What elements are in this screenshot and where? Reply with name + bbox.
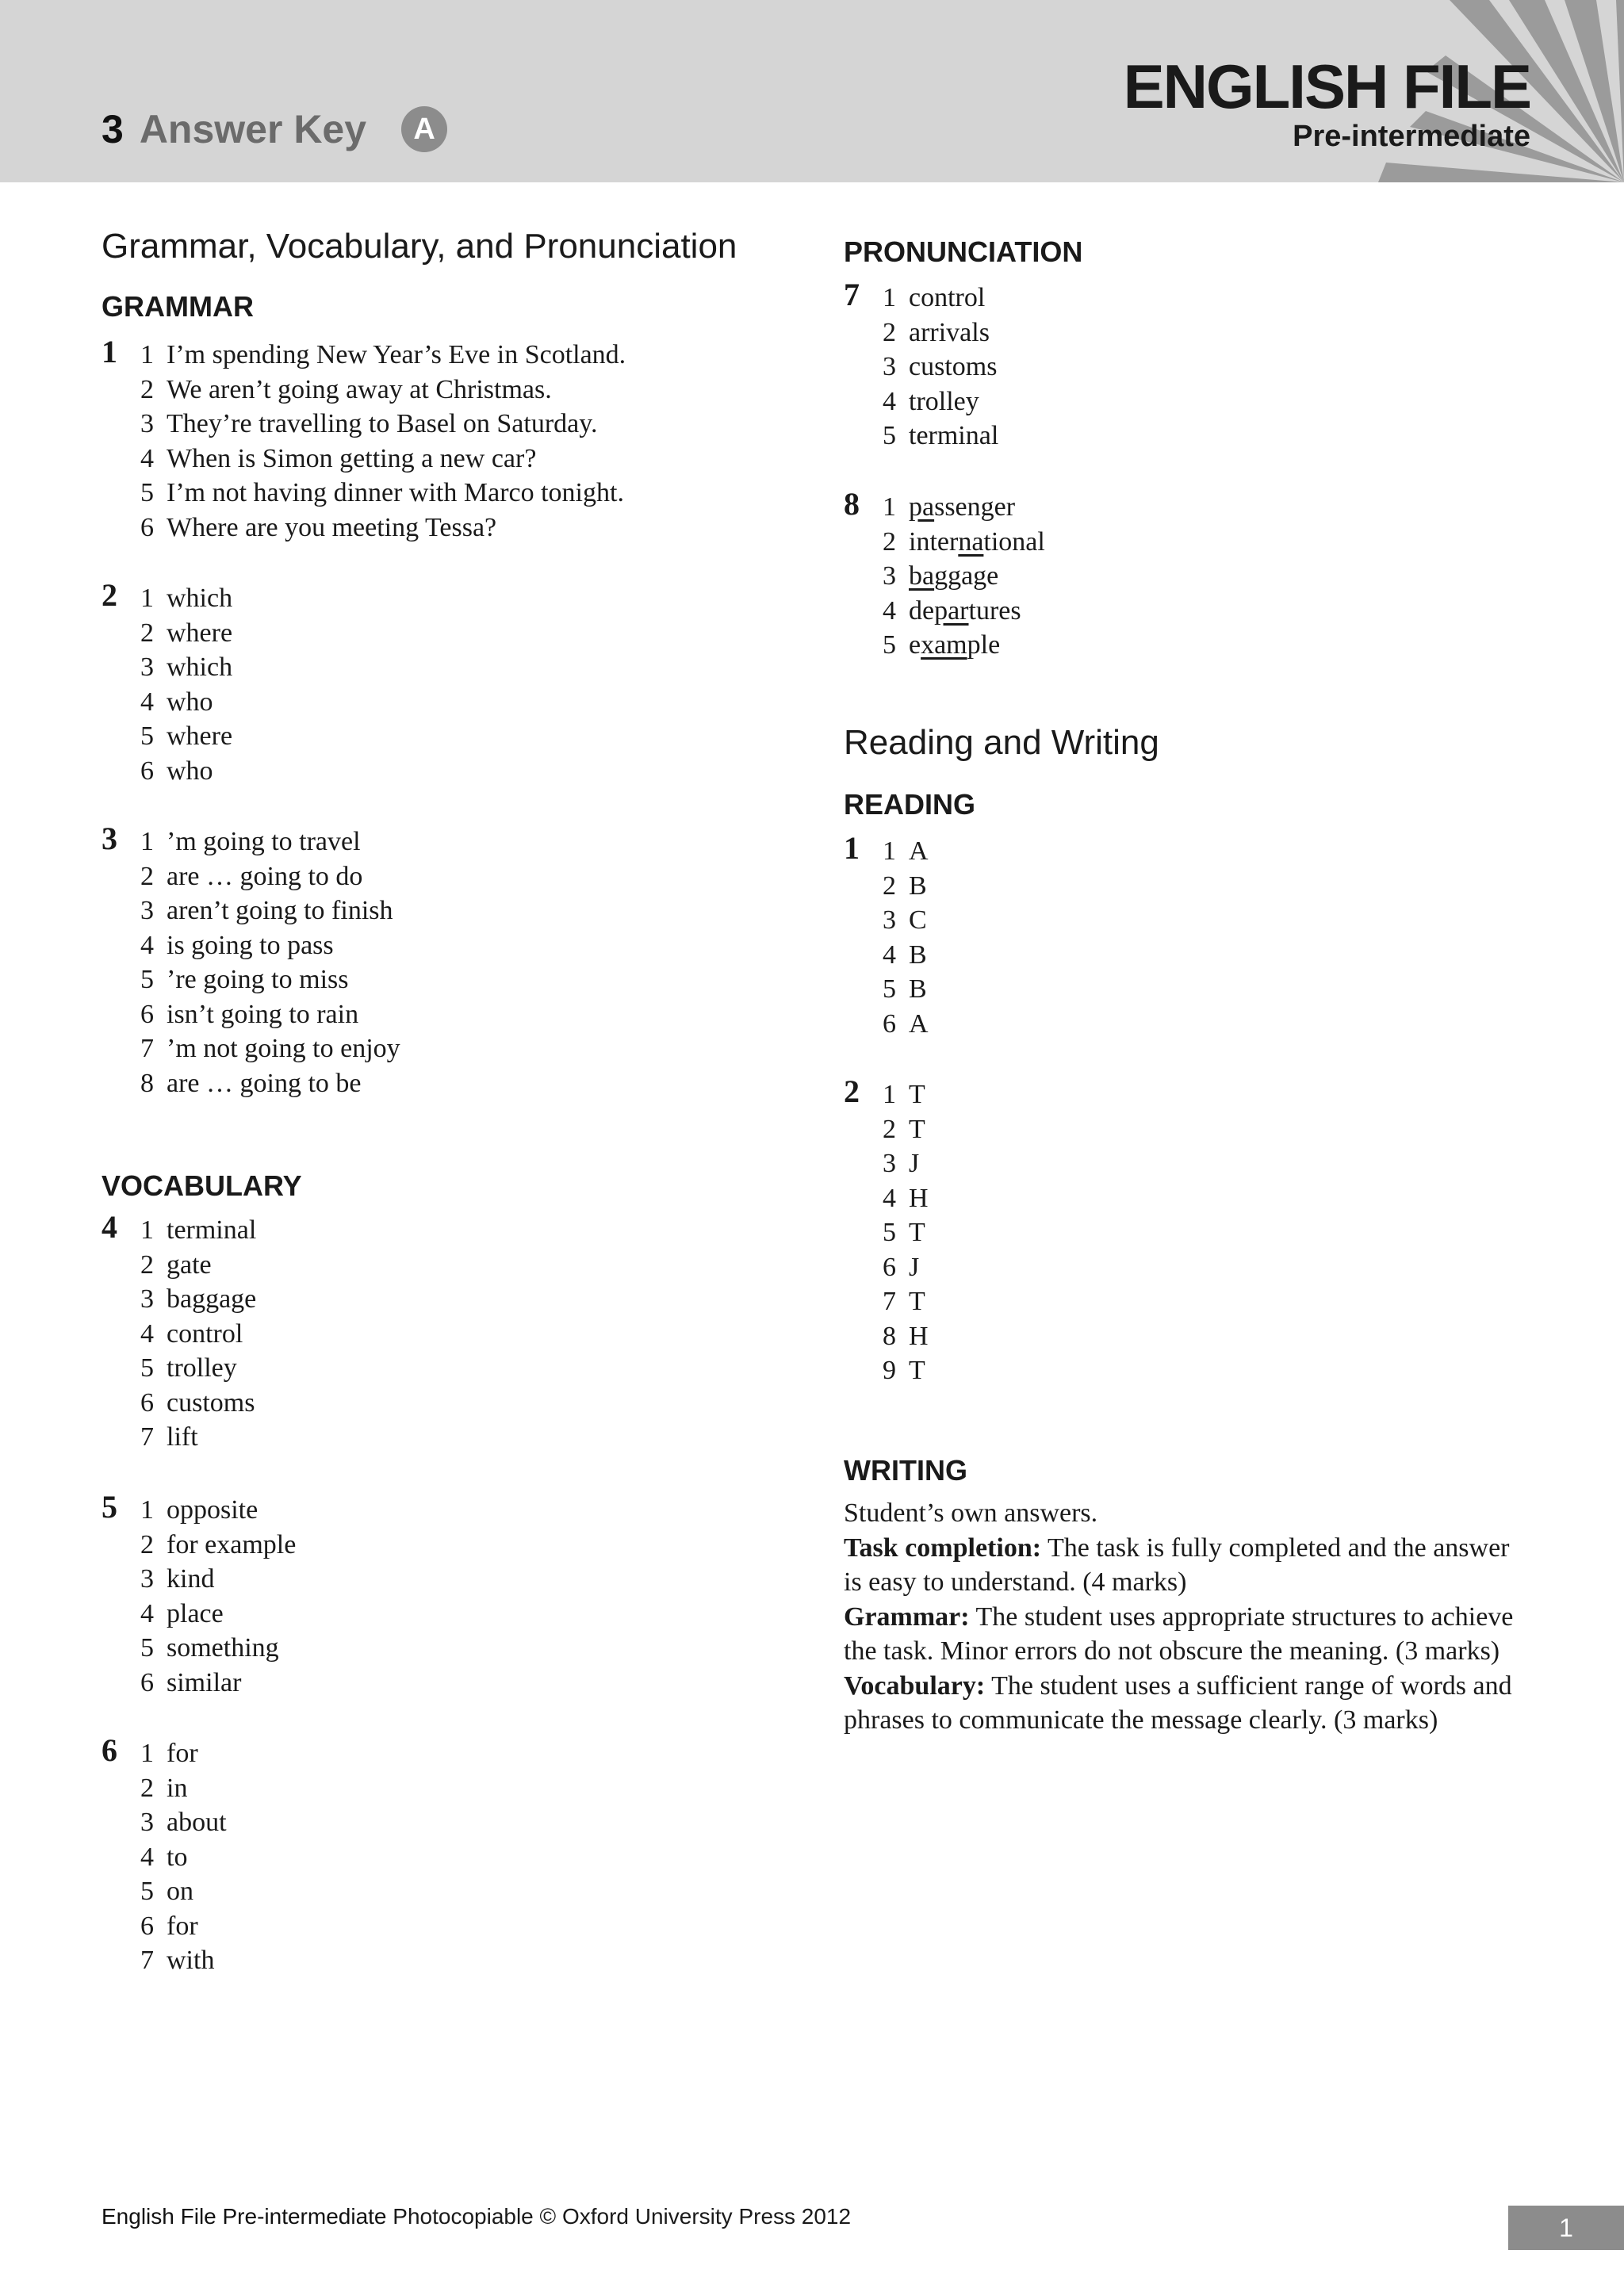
answer-text: terminal bbox=[909, 421, 999, 450]
answer-text: ’re going to miss bbox=[167, 965, 349, 994]
answer-number: 4 bbox=[883, 939, 896, 970]
word-part: de bbox=[909, 595, 935, 626]
answer-text: C bbox=[909, 905, 927, 935]
brand-level: Pre-intermediate bbox=[1293, 120, 1530, 153]
exercise-number: 3 bbox=[102, 821, 117, 856]
answer-text: which bbox=[167, 584, 233, 613]
answer-number: 2 bbox=[883, 317, 896, 347]
answer-number: 4 bbox=[883, 1183, 896, 1213]
exercise-number: 7 bbox=[844, 277, 860, 312]
answer-item bbox=[133, 1909, 227, 1944]
answer-number: 3 bbox=[140, 1284, 154, 1314]
answer-number: 4 bbox=[883, 386, 896, 416]
answer-number: 5 bbox=[883, 1218, 896, 1247]
answer-item bbox=[133, 894, 400, 928]
answer-text: opposite bbox=[167, 1495, 259, 1525]
exercise-number: 2 bbox=[844, 1073, 860, 1109]
exercise-number: 1 bbox=[102, 334, 117, 369]
answer-text: for bbox=[167, 1739, 198, 1768]
answer-text: for example bbox=[167, 1529, 297, 1559]
answer-number: 5 bbox=[140, 1633, 154, 1663]
brand-name: ENGLISH FILE bbox=[1123, 52, 1530, 121]
answer-item bbox=[133, 1631, 296, 1666]
answer-item bbox=[875, 903, 929, 938]
answer-item bbox=[133, 1213, 256, 1248]
answer-item bbox=[875, 834, 929, 869]
answer-number: 1 bbox=[140, 340, 154, 369]
answer-text: are … going to be bbox=[167, 1068, 362, 1098]
answer-number: 2 bbox=[140, 1249, 154, 1280]
answer-text: T bbox=[909, 1218, 925, 1247]
exercise-number: 4 bbox=[102, 1209, 117, 1245]
answer-item bbox=[133, 373, 626, 408]
answer-number: 3 bbox=[140, 1808, 154, 1837]
answer-item bbox=[133, 511, 626, 545]
answer-text: I’m not having dinner with Marco tonight. bbox=[167, 478, 624, 507]
answer-number: 7 bbox=[140, 1422, 154, 1452]
answer-item bbox=[133, 754, 232, 789]
pronunciation-heading: PRONUNCIATION bbox=[844, 235, 1083, 268]
answer-text: H bbox=[909, 1183, 929, 1213]
section-title-gvp: Grammar, Vocabulary, and Pronunciation bbox=[102, 227, 737, 266]
criterion-vocabulary bbox=[844, 1669, 1526, 1738]
answer-text: is going to pass bbox=[167, 930, 334, 960]
answer-item bbox=[875, 594, 1045, 629]
answer-text: in bbox=[167, 1773, 188, 1803]
word-part: tures bbox=[968, 595, 1021, 626]
answer-item bbox=[133, 407, 626, 442]
answer-item bbox=[133, 962, 400, 997]
answer-number: 6 bbox=[140, 999, 154, 1029]
answer-item bbox=[133, 1771, 227, 1806]
answer-text: where bbox=[167, 618, 233, 648]
answer-number: 1 bbox=[883, 283, 896, 312]
answer-text: trolley bbox=[909, 386, 979, 416]
answer-item bbox=[133, 1493, 296, 1528]
answer-number: 4 bbox=[140, 1842, 154, 1872]
answer-number: 3 bbox=[140, 409, 154, 438]
answer-item bbox=[875, 1181, 929, 1216]
answer-item bbox=[133, 1386, 256, 1421]
answer-number: 1 bbox=[140, 827, 154, 856]
answer-text: B bbox=[909, 939, 927, 970]
word-part: ggage bbox=[934, 561, 999, 591]
answer-number: 1 bbox=[140, 1495, 154, 1525]
answer-number: 2 bbox=[140, 861, 154, 891]
answer-item bbox=[875, 1250, 929, 1285]
answer-item bbox=[875, 628, 1045, 663]
answer-number: 2 bbox=[883, 871, 896, 901]
answer-number: 3 bbox=[883, 352, 896, 381]
stressed-syllable: pa bbox=[909, 492, 935, 522]
answer-item bbox=[875, 316, 998, 350]
answer-item bbox=[133, 1248, 256, 1283]
answer-item bbox=[133, 1874, 227, 1909]
answer-number: 1 bbox=[883, 492, 896, 522]
answer-number: 5 bbox=[140, 478, 154, 507]
answer-text: T bbox=[909, 1356, 925, 1385]
answer-item bbox=[133, 1840, 227, 1875]
exercise-number: 8 bbox=[844, 486, 860, 522]
answer-item bbox=[133, 1562, 296, 1597]
answer-text: trolley bbox=[167, 1353, 237, 1383]
answer-number: 4 bbox=[140, 1318, 154, 1349]
vocabulary-heading: VOCABULARY bbox=[102, 1169, 302, 1202]
answer-text: ’m going to travel bbox=[167, 827, 361, 856]
footer-copyright bbox=[102, 2204, 851, 2229]
exercise-number: 2 bbox=[102, 577, 117, 613]
answer-number: 5 bbox=[883, 974, 896, 1004]
answer-number: 5 bbox=[140, 965, 154, 994]
unit-number: 3 bbox=[102, 107, 124, 151]
criterion-label: Vocabulary: bbox=[844, 1670, 986, 1701]
answer-text: which bbox=[167, 652, 233, 682]
grammar-heading: GRAMMAR bbox=[102, 290, 254, 323]
answer-number: 6 bbox=[883, 1008, 896, 1039]
stressed-syllable: xam bbox=[921, 630, 967, 660]
answer-item bbox=[133, 825, 400, 859]
criterion-text: The student uses a sufficient range of words and phrases to communicate the message clearly. (3 marks) bbox=[844, 1670, 1512, 1735]
answer-item bbox=[133, 616, 232, 651]
word-part: ssenger bbox=[934, 492, 1016, 522]
answer-item bbox=[133, 997, 400, 1032]
answer-text: They’re travelling to Basel on Saturday. bbox=[167, 409, 598, 438]
answer-number: 2 bbox=[140, 1529, 154, 1559]
exercise-number: 1 bbox=[844, 830, 860, 866]
answer-text: ’m not going to enjoy bbox=[167, 1034, 400, 1063]
answer-number: 4 bbox=[140, 1598, 154, 1628]
answer-text: B bbox=[909, 871, 927, 901]
answer-number: 4 bbox=[140, 443, 154, 473]
footer-copyright-text: Photocopiable © Oxford University Press 2012 bbox=[386, 2204, 852, 2229]
answer-key-label: Answer Key bbox=[139, 107, 367, 151]
brand-logo bbox=[1124, 52, 1530, 152]
answer-item bbox=[875, 350, 998, 385]
version-badge: A bbox=[401, 106, 447, 152]
answer-number: 9 bbox=[883, 1356, 896, 1385]
answer-number: 2 bbox=[140, 1773, 154, 1803]
answer-item bbox=[133, 1317, 256, 1352]
answer-item bbox=[133, 581, 232, 616]
answer-item bbox=[133, 1943, 227, 1978]
answer-item bbox=[875, 1215, 929, 1250]
answer-text: customs bbox=[909, 352, 998, 381]
answer-number: 8 bbox=[883, 1321, 896, 1351]
section-title-reading-writing: Reading and Writing bbox=[844, 723, 1159, 762]
answer-text: something bbox=[167, 1633, 279, 1663]
answer-text: kind bbox=[167, 1564, 215, 1594]
criterion-label: Grammar: bbox=[844, 1601, 970, 1632]
answer-item bbox=[875, 281, 998, 316]
answer-text: A bbox=[909, 1008, 929, 1039]
stressed-syllable: ba bbox=[909, 561, 935, 591]
answer-number: 4 bbox=[140, 687, 154, 717]
answer-text: customs bbox=[167, 1387, 255, 1418]
answer-number: 3 bbox=[140, 652, 154, 682]
answer-item bbox=[875, 1319, 929, 1354]
answer-text: who bbox=[167, 756, 213, 786]
exercise-number: 5 bbox=[102, 1489, 117, 1525]
answer-number: 3 bbox=[883, 561, 896, 591]
answer-text: about bbox=[167, 1808, 227, 1837]
answer-number: 5 bbox=[140, 721, 154, 751]
answer-number: 6 bbox=[140, 512, 154, 542]
page-title bbox=[102, 106, 447, 152]
answer-text: A bbox=[909, 836, 929, 866]
answer-text: J bbox=[909, 1149, 920, 1178]
answer-text: where bbox=[167, 721, 233, 751]
answer-item bbox=[133, 1736, 227, 1771]
answer-number: 2 bbox=[883, 1114, 896, 1144]
answer-text: Where are you meeting Tessa? bbox=[167, 512, 497, 542]
footer-book-title: English File Pre-intermediate bbox=[102, 2204, 387, 2229]
answer-text: H bbox=[909, 1321, 929, 1351]
answer-item bbox=[875, 1146, 929, 1181]
answer-number: 5 bbox=[140, 1877, 154, 1906]
answer-number: 5 bbox=[140, 1353, 154, 1383]
answer-number: 2 bbox=[883, 526, 896, 557]
answer-item bbox=[875, 972, 929, 1007]
answer-number: 5 bbox=[883, 421, 896, 450]
word-part: ple bbox=[967, 630, 1001, 660]
answer-number: 7 bbox=[140, 1946, 154, 1975]
answer-number: 2 bbox=[140, 374, 154, 404]
answer-text: control bbox=[167, 1318, 243, 1349]
answer-item bbox=[875, 869, 929, 904]
answer-number: 5 bbox=[883, 630, 896, 660]
answer-text: lift bbox=[167, 1422, 198, 1452]
writing-heading: WRITING bbox=[844, 1454, 967, 1487]
criterion-grammar bbox=[844, 1600, 1526, 1669]
answer-text: who bbox=[167, 687, 213, 717]
answer-text: for bbox=[167, 1911, 198, 1941]
answer-text: We aren’t going away at Christmas. bbox=[167, 374, 552, 404]
stressed-syllable: na bbox=[958, 526, 984, 557]
answer-number: 3 bbox=[140, 896, 154, 925]
answer-number: 8 bbox=[140, 1068, 154, 1098]
answer-text: T bbox=[909, 1114, 925, 1144]
stressed-syllable: par bbox=[934, 595, 969, 626]
writing-criteria bbox=[844, 1496, 1526, 1738]
answer-item bbox=[875, 490, 1045, 525]
answer-item bbox=[875, 1007, 929, 1042]
criterion-text: The student uses appropriate structures to achieve the task. Minor errors do not obscure the meaning. (3 marks) bbox=[844, 1601, 1514, 1666]
word-part: e bbox=[909, 630, 921, 660]
answer-number: 1 bbox=[883, 1080, 896, 1109]
criterion-text: The task is fully completed and the answer is easy to understand. (4 marks) bbox=[844, 1533, 1510, 1597]
answer-text: T bbox=[909, 1287, 925, 1316]
answer-number: 4 bbox=[140, 930, 154, 960]
answer-number: 2 bbox=[140, 618, 154, 648]
answer-item bbox=[875, 559, 1045, 594]
answer-number: 6 bbox=[883, 1252, 896, 1282]
answer-text: aren’t going to finish bbox=[167, 896, 393, 925]
answer-item bbox=[133, 1805, 227, 1840]
answer-item bbox=[875, 385, 998, 419]
answer-item bbox=[133, 1031, 400, 1066]
answer-text: B bbox=[909, 974, 927, 1004]
answer-number: 6 bbox=[140, 1387, 154, 1418]
answer-item bbox=[875, 419, 998, 453]
answer-number: 1 bbox=[140, 584, 154, 613]
answer-item bbox=[133, 719, 232, 754]
answer-item bbox=[133, 928, 400, 963]
answer-text: on bbox=[167, 1877, 193, 1906]
answer-text: place bbox=[167, 1598, 224, 1628]
answer-text: isn’t going to rain bbox=[167, 999, 359, 1029]
word-part: inter bbox=[909, 526, 959, 557]
writing-intro: Student’s own answers. bbox=[844, 1498, 1098, 1528]
answer-number: 3 bbox=[883, 1149, 896, 1178]
answer-item bbox=[875, 1077, 929, 1112]
criterion-label: Task completion: bbox=[844, 1533, 1042, 1563]
answer-number: 6 bbox=[140, 1911, 154, 1941]
word-part: tional bbox=[983, 526, 1045, 557]
answer-number: 7 bbox=[883, 1287, 896, 1316]
answer-item bbox=[133, 1528, 296, 1563]
answer-item bbox=[133, 1351, 256, 1386]
answer-item bbox=[133, 650, 232, 685]
answer-number: 1 bbox=[140, 1739, 154, 1768]
header-band bbox=[0, 0, 1624, 182]
answer-text: with bbox=[167, 1946, 215, 1975]
answer-item bbox=[875, 1112, 929, 1147]
answer-text: arrivals bbox=[909, 317, 990, 347]
answer-text: I’m spending New Year’s Eve in Scotland. bbox=[167, 340, 626, 369]
answer-text: to bbox=[167, 1842, 188, 1872]
answer-item bbox=[875, 938, 929, 973]
answer-item bbox=[133, 1420, 256, 1455]
answer-text: T bbox=[909, 1080, 925, 1109]
answer-text: baggage bbox=[167, 1284, 257, 1314]
answer-number: 3 bbox=[140, 1564, 154, 1594]
answer-item bbox=[133, 1066, 400, 1101]
answer-number: 7 bbox=[140, 1034, 154, 1063]
answer-item bbox=[133, 1597, 296, 1632]
answer-text: When is Simon getting a new car? bbox=[167, 443, 537, 473]
answer-number: 6 bbox=[140, 1667, 154, 1697]
page-number: 1 bbox=[1508, 2206, 1624, 2250]
exercise-number: 6 bbox=[102, 1732, 117, 1768]
criterion-task-completion bbox=[844, 1531, 1526, 1600]
answer-item bbox=[133, 1666, 296, 1701]
reading-heading: READING bbox=[844, 788, 976, 821]
answer-number: 4 bbox=[883, 595, 896, 626]
answer-text: terminal bbox=[167, 1215, 257, 1245]
answer-number: 1 bbox=[140, 1215, 154, 1245]
answer-item bbox=[133, 685, 232, 720]
answer-item bbox=[133, 1282, 256, 1317]
answer-item bbox=[875, 525, 1045, 560]
answer-item bbox=[133, 442, 626, 476]
answer-text: similar bbox=[167, 1667, 242, 1697]
answer-item bbox=[133, 859, 400, 894]
answer-text: control bbox=[909, 283, 986, 312]
answer-item bbox=[133, 338, 626, 373]
answer-number: 6 bbox=[140, 756, 154, 786]
answer-number: 3 bbox=[883, 905, 896, 935]
answer-number: 1 bbox=[883, 836, 896, 866]
answer-text: J bbox=[909, 1252, 920, 1282]
answer-item bbox=[875, 1284, 929, 1319]
answer-item bbox=[133, 476, 626, 511]
answer-text: are … going to do bbox=[167, 861, 363, 891]
answer-item bbox=[875, 1353, 929, 1388]
answer-text: gate bbox=[167, 1249, 212, 1280]
